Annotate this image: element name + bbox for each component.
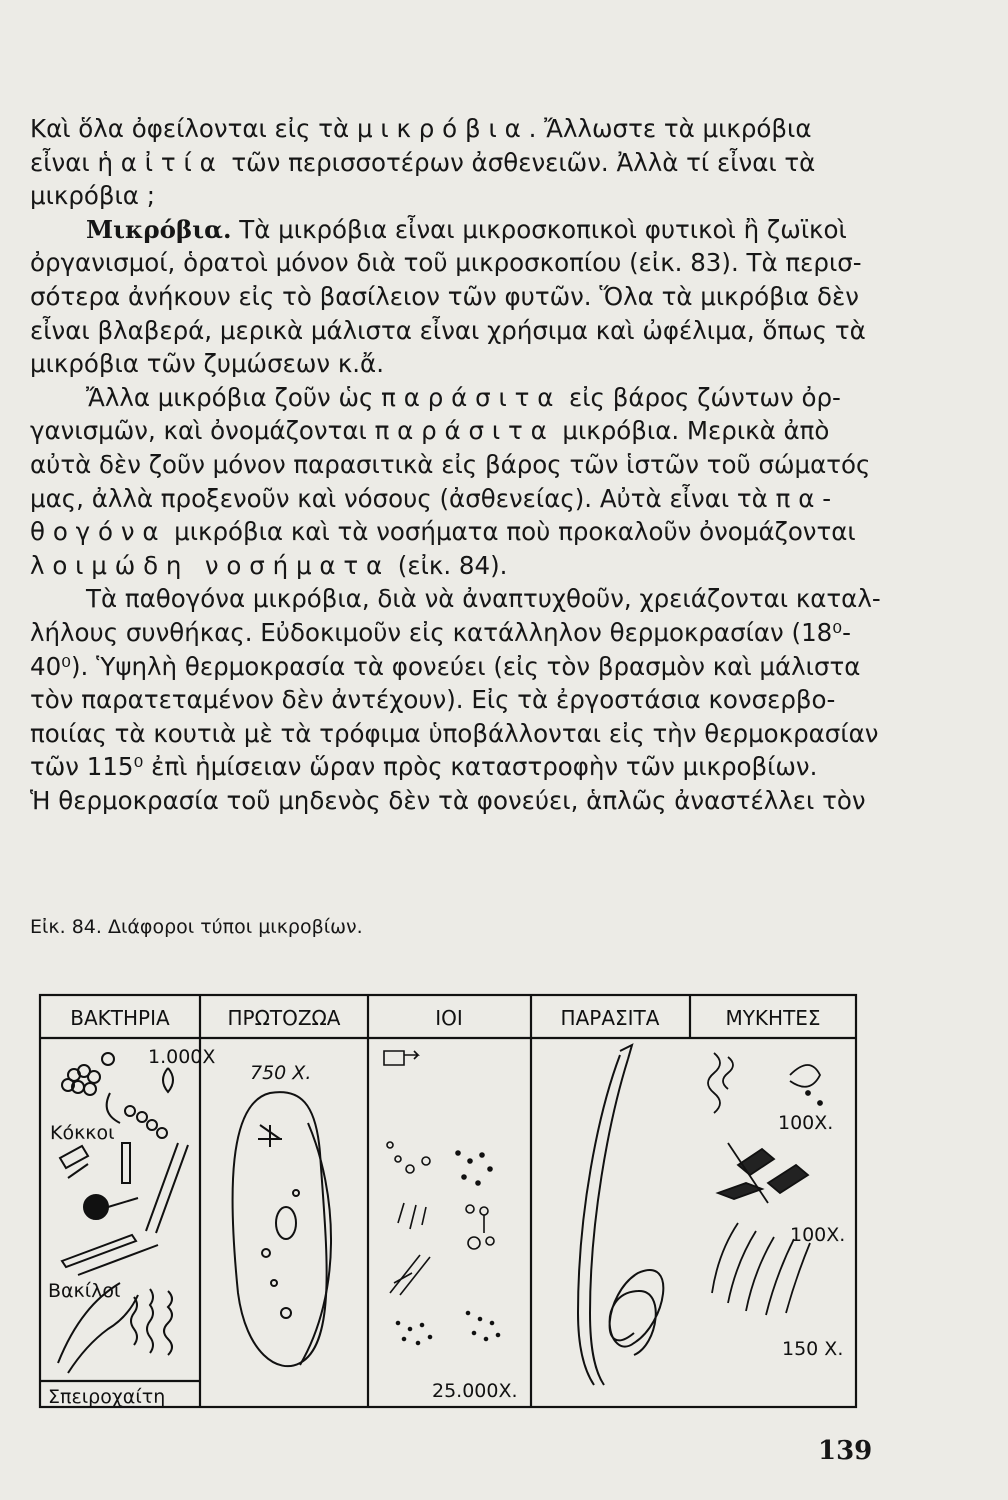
body-text [30, 112, 881, 817]
bacteria-magnification: 1.000Χ [148, 1046, 216, 1068]
text-line [30, 414, 870, 448]
text-span: Τὰ μικρόβια εἶναι μικροσκοπικοὶ φυτικοὶ ἢ ζωϊκοὶ [239, 214, 847, 244]
label-cocci: Κόκκοι [50, 1122, 115, 1144]
text-line: μικρόβια ; [30, 181, 155, 211]
text-line: ποιίας τὰ κουτιὰ μὲ τὰ τρόφιμα ὑποβάλλονται εἰς τὴν θερμοκρασίαν [30, 718, 879, 748]
spaced-term: θογόνα [30, 517, 167, 547]
text-line [30, 112, 870, 146]
text-line [30, 213, 870, 247]
text-span: μας, ἀλλὰ προξενοῦν καὶ νόσους (ἀσθενείας). Αὐτὰ εἶναι τὰ [30, 483, 776, 513]
protozoa-magnification: 750 Χ. [250, 1062, 312, 1084]
text-span: εἶναι ἡ [30, 147, 121, 177]
spaced-term: μικρόβια [356, 114, 529, 143]
text-span: (εἰκ. 84). [390, 550, 508, 580]
text-line [30, 482, 870, 516]
fungi-magnification-1: 100Χ. [778, 1112, 834, 1134]
column-parasites: ΠΑΡΑΣΙΤΑ [560, 1006, 660, 1030]
text-line: εἶναι βλαβερά, μερικὰ μάλιστα εἶναι χρήσιμα καὶ ὠφέλιμα, ὅπως τὰ [30, 315, 866, 345]
text-line: 40⁰). Ὑψηλὴ θερμοκρασία τὰ φονεύει (εἰς τὸν βρασμὸν καὶ μάλιστα [30, 651, 861, 681]
fungi-magnification-2: 100Χ. [790, 1224, 846, 1246]
virus-drawings [384, 1051, 500, 1345]
fungi-magnification-3: 150 Χ. [782, 1338, 844, 1360]
text-span: Καὶ ὅλα ὀφείλονται εἰς τὰ [30, 114, 357, 143]
column-protozoa: ΠΡΩΤΟΖΩΑ [227, 1006, 341, 1030]
bacteria-drawings [58, 1053, 188, 1373]
paragraph-1 [30, 112, 870, 213]
spaced-term: πα- [775, 483, 839, 513]
paragraph-4 [30, 582, 881, 817]
virus-magnification: 25.000Χ. [432, 1380, 518, 1402]
spaced-term: λοιμώδη νοσήματα [30, 550, 390, 580]
text-line: ὀργανισμοί, ὁρατοὶ μόνον διὰ τοῦ μικροσκοπίου (εἰκ. 83). Τὰ περισ- [30, 248, 862, 278]
text-line: τὸν παρατεταμένον δὲν ἀντέχουν). Εἰς τὰ ἐργοστάσια κονσερβο- [30, 685, 836, 715]
spaced-term: αἰτία [120, 147, 224, 177]
section-heading: Μικρόβια. [86, 214, 232, 244]
text-line: Ἡ θερμοκρασία τοῦ μηδενὸς δὲν τὰ φονεύει, ἁπλῶς ἀναστέλλει τὸν [30, 785, 866, 815]
column-viruses: ΙΟΙ [435, 1006, 463, 1030]
microbe-illustration [38, 993, 858, 1413]
column-fungi: ΜΥΚΗΤΕΣ [725, 1006, 821, 1030]
text-line: Τὰ παθογόνα μικρόβια, διὰ νὰ ἀναπτυχθοῦν, χρειάζονται καταλ- [86, 584, 881, 614]
text-line [30, 549, 870, 583]
text-span: εἰς βάρος ζώντων ὀρ- [561, 382, 841, 412]
text-line: μικρόβια τῶν ζυμώσεων κ.ἄ. [30, 349, 384, 379]
text-span: . Ἄλλωστε τὰ μικρόβια [528, 114, 812, 143]
text-line: σότερα ἀνήκουν εἰς τὸ βασίλειον τῶν φυτῶν. Ὅλα τὰ μικρόβια δὲν [30, 281, 859, 311]
text-span: μικρόβια καὶ τὰ νοσήματα ποὺ προκαλοῦν ὀνομάζονται [166, 517, 856, 547]
text-span: γανισμῶν, καὶ ὀνομάζονται [30, 416, 375, 446]
text-line [30, 146, 870, 180]
protozoa-drawings [233, 1092, 332, 1366]
parasite-drawings [578, 1045, 663, 1385]
text-span: τῶν περισσοτέρων ἀσθενειῶν. Ἀλλὰ τί εἶναι τὰ [223, 147, 816, 177]
spaced-term: παράσιτα [374, 416, 555, 446]
text-line: τῶν 115⁰ ἐπὶ ἡμίσειαν ὥραν πρὸς καταστροφὴν τῶν μικροβίων. [30, 752, 818, 782]
spaced-term: παράσιτα [381, 382, 562, 412]
page-number: 139 [818, 1436, 873, 1466]
paragraph-2 [30, 213, 870, 381]
text-line: αὐτὰ δὲν ζοῦν μόνον παρασιτικὰ εἰς βάρος τῶν ἱστῶν τοῦ σώματός [30, 449, 871, 479]
column-bacteria: ΒΑΚΤΗΡΙΑ [70, 1006, 170, 1030]
label-spirochaete: Σπειροχαίτη [48, 1386, 166, 1408]
label-bacilli: Βακίλοι [48, 1280, 121, 1302]
text-span: Ἄλλα μικρόβια ζοῦν ὡς [86, 382, 382, 412]
paragraph-3 [30, 381, 870, 583]
microbe-figure [38, 993, 858, 1413]
text-line [30, 515, 870, 549]
text-span: μικρόβια. Μερικὰ ἀπὸ [554, 416, 830, 446]
figure-caption: Εἰκ. 84. Διάφοροι τύποι μικροβίων. [30, 916, 363, 938]
text-line [30, 381, 870, 415]
text-line: λήλους συνθήκας. Εὐδοκιμοῦν εἰς κατάλληλον θερμοκρασίαν (18⁰- [30, 617, 851, 647]
fungi-drawings [708, 1053, 822, 1315]
